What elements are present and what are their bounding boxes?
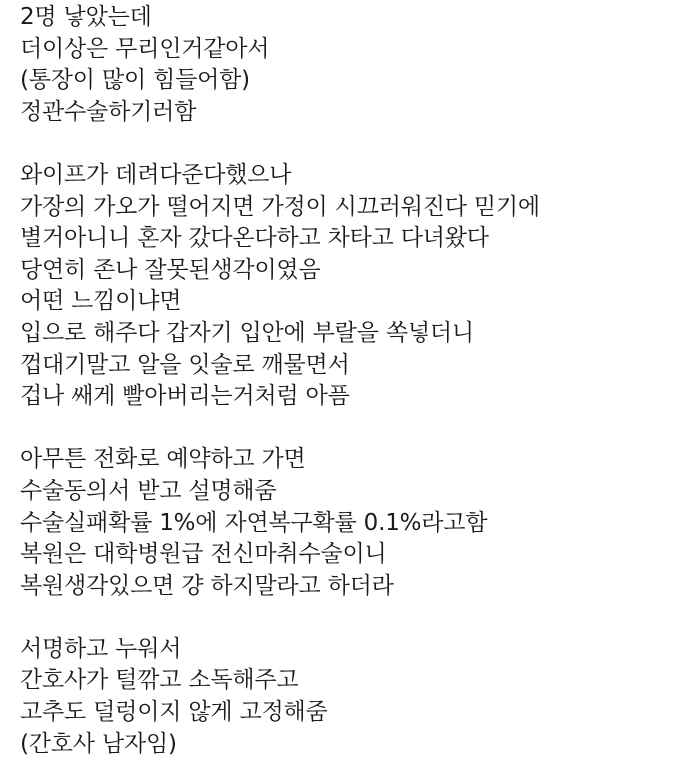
post-body [20,2,690,760]
text-line: 수술동의서 받고 설명해줌 [20,477,277,504]
text-line: 수술실패확률 1%에 자연복구확률 0.1%라고함 [20,509,488,536]
text-line: 와이프가 데려다준다했으나 [20,161,292,188]
paragraph-1 [20,2,690,128]
text-line: 더이상은 무리인거같아서 [20,35,270,62]
text-line: 당연히 존나 잘못된생각이였음 [20,256,321,283]
text-line: 고추도 덜렁이지 않게 고정해줌 [20,699,328,726]
text-line: 어떤 느낌이냐면 [20,288,182,315]
text-line: 복원생각있으면 걍 하지말라고 하더라 [20,572,394,599]
text-line: 서명하고 누워서 [20,635,182,662]
paragraph-3 [20,444,690,602]
text-line: (통장이 많이 힘들어함) [20,67,250,94]
text-line: 복원은 대학병원급 전신마취수술이니 [20,541,387,568]
text-line: 아무튼 전화로 예약하고 가면 [20,446,306,473]
paragraph-2 [20,160,690,413]
text-line: 2명 낳았는데 [20,4,152,30]
paragraph-4 [20,634,690,760]
text-line: 간호사가 털깎고 소독해주고 [20,667,299,694]
text-line: 입으로 해주다 갑자기 입안에 부랄을 쏙넣더니 [20,319,474,346]
text-line: 가장의 가오가 떨어지면 가정이 시끄러워진다 믿기에 [20,193,540,220]
text-line: 별거아니니 혼자 갔다온다하고 차타고 다녀왔다 [20,225,489,252]
text-line: (간호사 남자임) [20,730,177,757]
text-line: 껍대기말고 알을 잇술로 깨물면서 [20,351,350,378]
text-line: 겁나 쌔게 빨아버리는거처럼 아픔 [20,383,350,410]
text-line: 정관수술하기러함 [20,98,197,125]
